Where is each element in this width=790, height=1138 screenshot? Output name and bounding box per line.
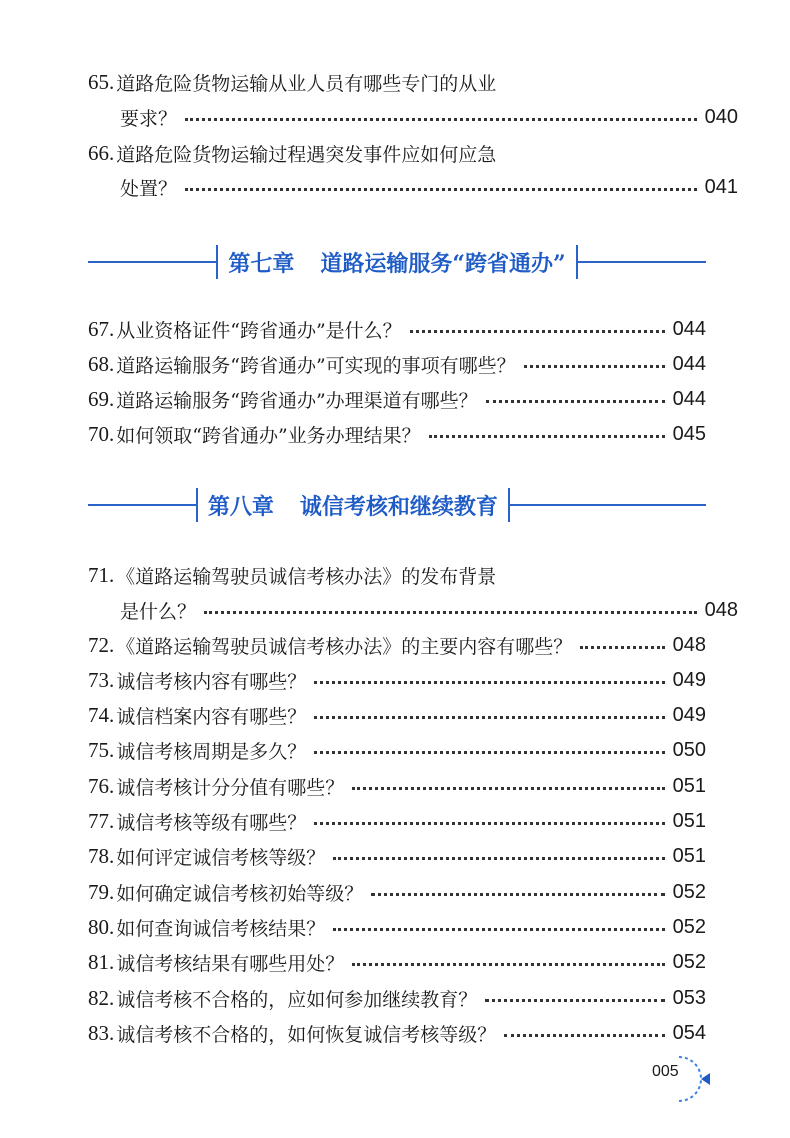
entry-number: 70. [88,422,115,447]
heading-rule [578,261,706,263]
dot-leader [204,611,697,614]
entry-page: 052 [672,880,706,903]
entry-title: 诚信档案内容有哪些？ [116,706,307,729]
entry-title: 处置？ [120,177,178,200]
chapter-title: 第七章 道路运输服务“跨省通办” [228,250,566,277]
entry-number: 83. [88,1020,115,1045]
entry-title: 从业资格证件“跨省通办”是什么？ [116,319,402,342]
toc-entry-69[interactable] [88,384,706,414]
dot-leader [314,716,664,719]
entry-page: 054 [672,1021,706,1044]
toc-entry-71-cont[interactable] [88,595,738,625]
entry-page: 044 [672,352,706,375]
entry-page: 053 [672,986,706,1009]
page-number: 005 [652,1063,679,1080]
dot-leader [352,787,664,790]
toc-entry-73[interactable] [88,665,706,695]
entry-number: 72. [88,632,115,657]
dot-leader [504,1034,664,1037]
entry-title: 如何评定诚信考核等级？ [116,847,326,870]
dot-leader [185,118,697,121]
entry-number: 67. [88,316,115,341]
dot-leader [580,646,664,649]
dot-leader [485,999,664,1002]
toc-entry-71[interactable] [88,560,706,590]
toc-entry-78[interactable] [88,842,706,872]
toc-entry-82[interactable] [88,983,706,1013]
entry-title: 道路危险货物运输过程遇突发事件应如何应急 [116,143,497,166]
entry-number: 81. [88,950,115,975]
toc-entry-74[interactable] [88,701,706,731]
entry-title: 如何领取“跨省通办”业务办理结果？ [116,425,421,448]
entry-number: 77. [88,809,115,833]
entry-title: 道路危险货物运输从业人员有哪些专门的从业 [116,72,497,95]
toc-entry-81[interactable] [88,948,706,978]
entry-page: 052 [672,915,706,938]
entry-page: 044 [672,317,706,340]
dot-leader [352,963,664,966]
heading-rule [88,261,216,263]
entry-title: 要求？ [120,107,178,130]
dot-leader [314,751,664,754]
entry-page: 051 [672,774,706,797]
dot-leader [429,435,665,438]
entry-page: 048 [704,598,738,621]
entry-number: 75. [88,738,115,763]
entry-page: 041 [704,175,738,198]
dot-leader [185,188,697,191]
entry-title: 诚信考核计分分值有哪些？ [116,776,345,799]
entry-number: 82. [88,985,115,1010]
toc-entry-65[interactable] [88,67,706,97]
entry-number: 69. [88,386,115,411]
entry-page: 049 [672,704,706,727]
entry-number: 73. [88,667,115,692]
toc-entry-67[interactable] [88,314,706,344]
entry-title: 道路运输服务“跨省通办”办理渠道有哪些？ [116,389,478,412]
entry-number: 76. [88,773,115,798]
entry-title: 诚信考核不合格的，应如何参加继续教育？ [116,988,478,1011]
dot-leader [333,928,664,931]
toc-entry-77[interactable] [88,807,706,837]
heading-rule [510,504,706,506]
entry-number: 78. [88,844,115,869]
entry-title: 诚信考核等级有哪些？ [116,812,307,834]
entry-title: 道路运输服务“跨省通办”可实现的事项有哪些？ [116,354,516,377]
entry-title: 是什么？ [120,600,197,623]
entry-page: 052 [672,951,706,974]
dot-leader [314,681,664,684]
entry-title: 如何查询诚信考核结果？ [116,917,326,940]
entry-title: 诚信考核内容有哪些？ [116,670,307,693]
entry-page: 044 [672,387,706,410]
heading-rule [88,504,196,506]
dot-leader [371,893,664,896]
toc-entry-75[interactable] [88,736,706,766]
entry-page: 045 [672,423,706,446]
chapter-title: 第八章 诚信考核和继续教育 [207,493,498,520]
entry-page: 050 [672,739,706,762]
dot-leader [410,330,665,333]
entry-page: 048 [672,633,706,656]
toc-entry-66[interactable] [88,138,706,168]
toc-entry-70[interactable] [88,420,706,450]
dot-leader [333,857,664,860]
entry-number: 66. [88,140,115,165]
entry-number: 80. [88,914,115,939]
entry-page: 051 [672,845,706,868]
entry-number: 71. [88,562,115,587]
entry-title: 诚信考核周期是多久？ [116,741,307,764]
toc-entry-76[interactable] [88,771,706,801]
toc-entry-68[interactable] [88,349,706,379]
entry-page: 040 [704,105,738,128]
entry-title: 诚信考核不合格的，如何恢复诚信考核等级？ [116,1023,497,1046]
entry-title: 诚信考核结果有哪些用处？ [116,953,345,976]
toc-entry-65-cont[interactable] [88,102,738,132]
entry-title: 如何确定诚信考核初始等级？ [116,882,364,905]
chapter-7-heading[interactable] [88,240,706,284]
toc-entry-79[interactable] [88,877,706,907]
toc-entry-66-cont[interactable] [88,172,738,202]
toc-entry-83[interactable] [88,1018,706,1048]
entry-page: 051 [672,810,706,832]
page-arrow-icon [677,1055,711,1103]
entry-page: 049 [672,668,706,691]
dot-leader [486,400,665,403]
entry-number: 68. [88,351,115,376]
toc-entry-72[interactable] [88,630,706,660]
dot-leader [524,365,665,368]
entry-title: 《道路运输驾驶员诚信考核办法》的发布背景 [116,565,497,588]
toc-entry-80[interactable] [88,912,706,942]
entry-number: 79. [88,879,115,904]
entry-number: 74. [88,703,115,728]
dot-leader [314,822,664,825]
chapter-8-heading[interactable] [88,483,706,527]
entry-title: 《道路运输驾驶员诚信考核办法》的主要内容有哪些？ [116,635,573,658]
entry-number: 65. [88,69,115,94]
